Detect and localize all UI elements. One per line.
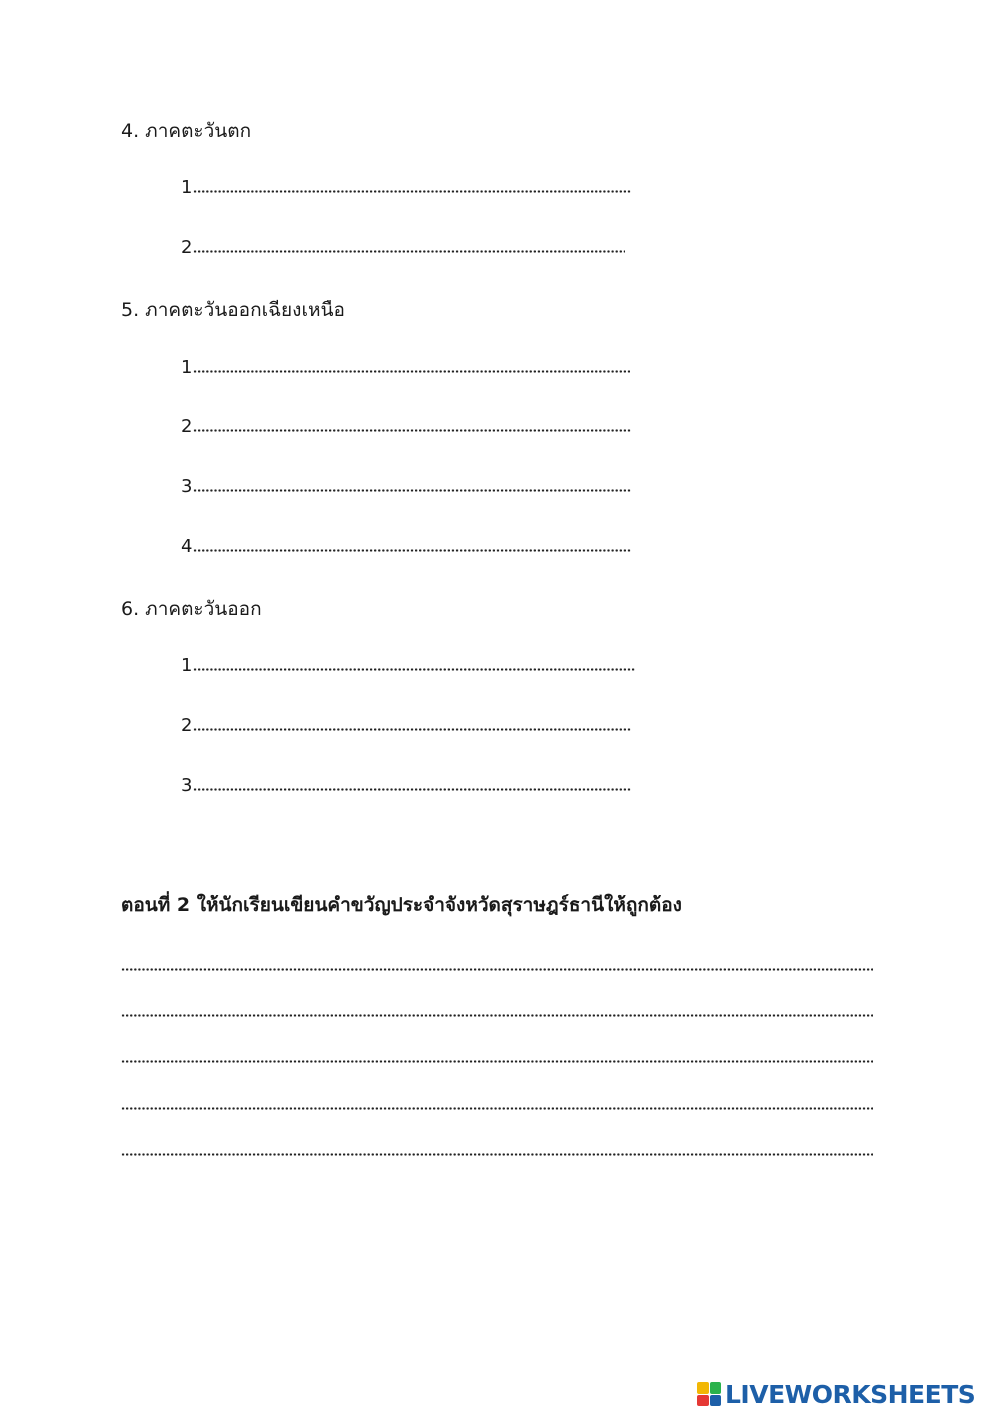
liveworksheets-logo (697, 1378, 975, 1410)
answer-dots (193, 549, 631, 552)
item-number: 2 (181, 416, 193, 437)
section-5-answer-1[interactable] (181, 357, 630, 378)
logo-mark-icon (697, 1382, 721, 1406)
logo-square (697, 1395, 709, 1407)
logo-square (710, 1382, 722, 1394)
section-5-answer-2[interactable] (181, 416, 631, 437)
answer-dots (193, 668, 635, 671)
item-number: 1 (181, 357, 193, 378)
section-5-heading: 5. ภาคตะวันออกเฉียงเหนือ (121, 299, 345, 321)
motto-answer-line-2[interactable] (121, 1014, 873, 1017)
section-6-answer-2[interactable] (181, 715, 631, 736)
item-number: 1 (181, 655, 193, 676)
section-6-answer-1[interactable] (181, 655, 635, 676)
item-number: 3 (181, 476, 193, 497)
item-number: 1 (181, 177, 193, 198)
answer-dots (193, 728, 631, 731)
section-4-heading: 4. ภาคตะวันตก (121, 120, 252, 142)
item-number: 2 (181, 237, 193, 258)
part-2-title: ตอนที่ 2 ให้นักเรียนเขียนคำขวัญประจำจังหวัดสุราษฎร์ธานีให้ถูกต้อง (121, 894, 682, 916)
logo-square (697, 1382, 709, 1394)
section-5-answer-3[interactable] (181, 476, 631, 497)
motto-answer-line-4[interactable] (121, 1107, 873, 1110)
item-number: 3 (181, 775, 193, 796)
item-number: 4 (181, 536, 193, 557)
motto-answer-line-1[interactable] (121, 968, 873, 971)
answer-dots (193, 489, 631, 492)
logo-text: LIVEWORKSHEETS (725, 1379, 976, 1409)
answer-dots (193, 788, 631, 791)
logo-square (710, 1395, 722, 1407)
motto-answer-line-3[interactable] (121, 1060, 873, 1063)
section-6-answer-3[interactable] (181, 775, 631, 796)
item-number: 2 (181, 715, 193, 736)
answer-dots (193, 429, 631, 432)
section-6-heading: 6. ภาคตะวันออก (121, 598, 262, 620)
section-4-answer-1[interactable] (181, 177, 631, 198)
answer-dots (193, 190, 631, 193)
answer-dots (193, 370, 630, 373)
section-4-answer-2[interactable] (181, 237, 625, 258)
motto-answer-line-5[interactable] (121, 1153, 873, 1156)
section-5-answer-4[interactable] (181, 536, 631, 557)
answer-dots (193, 250, 625, 253)
